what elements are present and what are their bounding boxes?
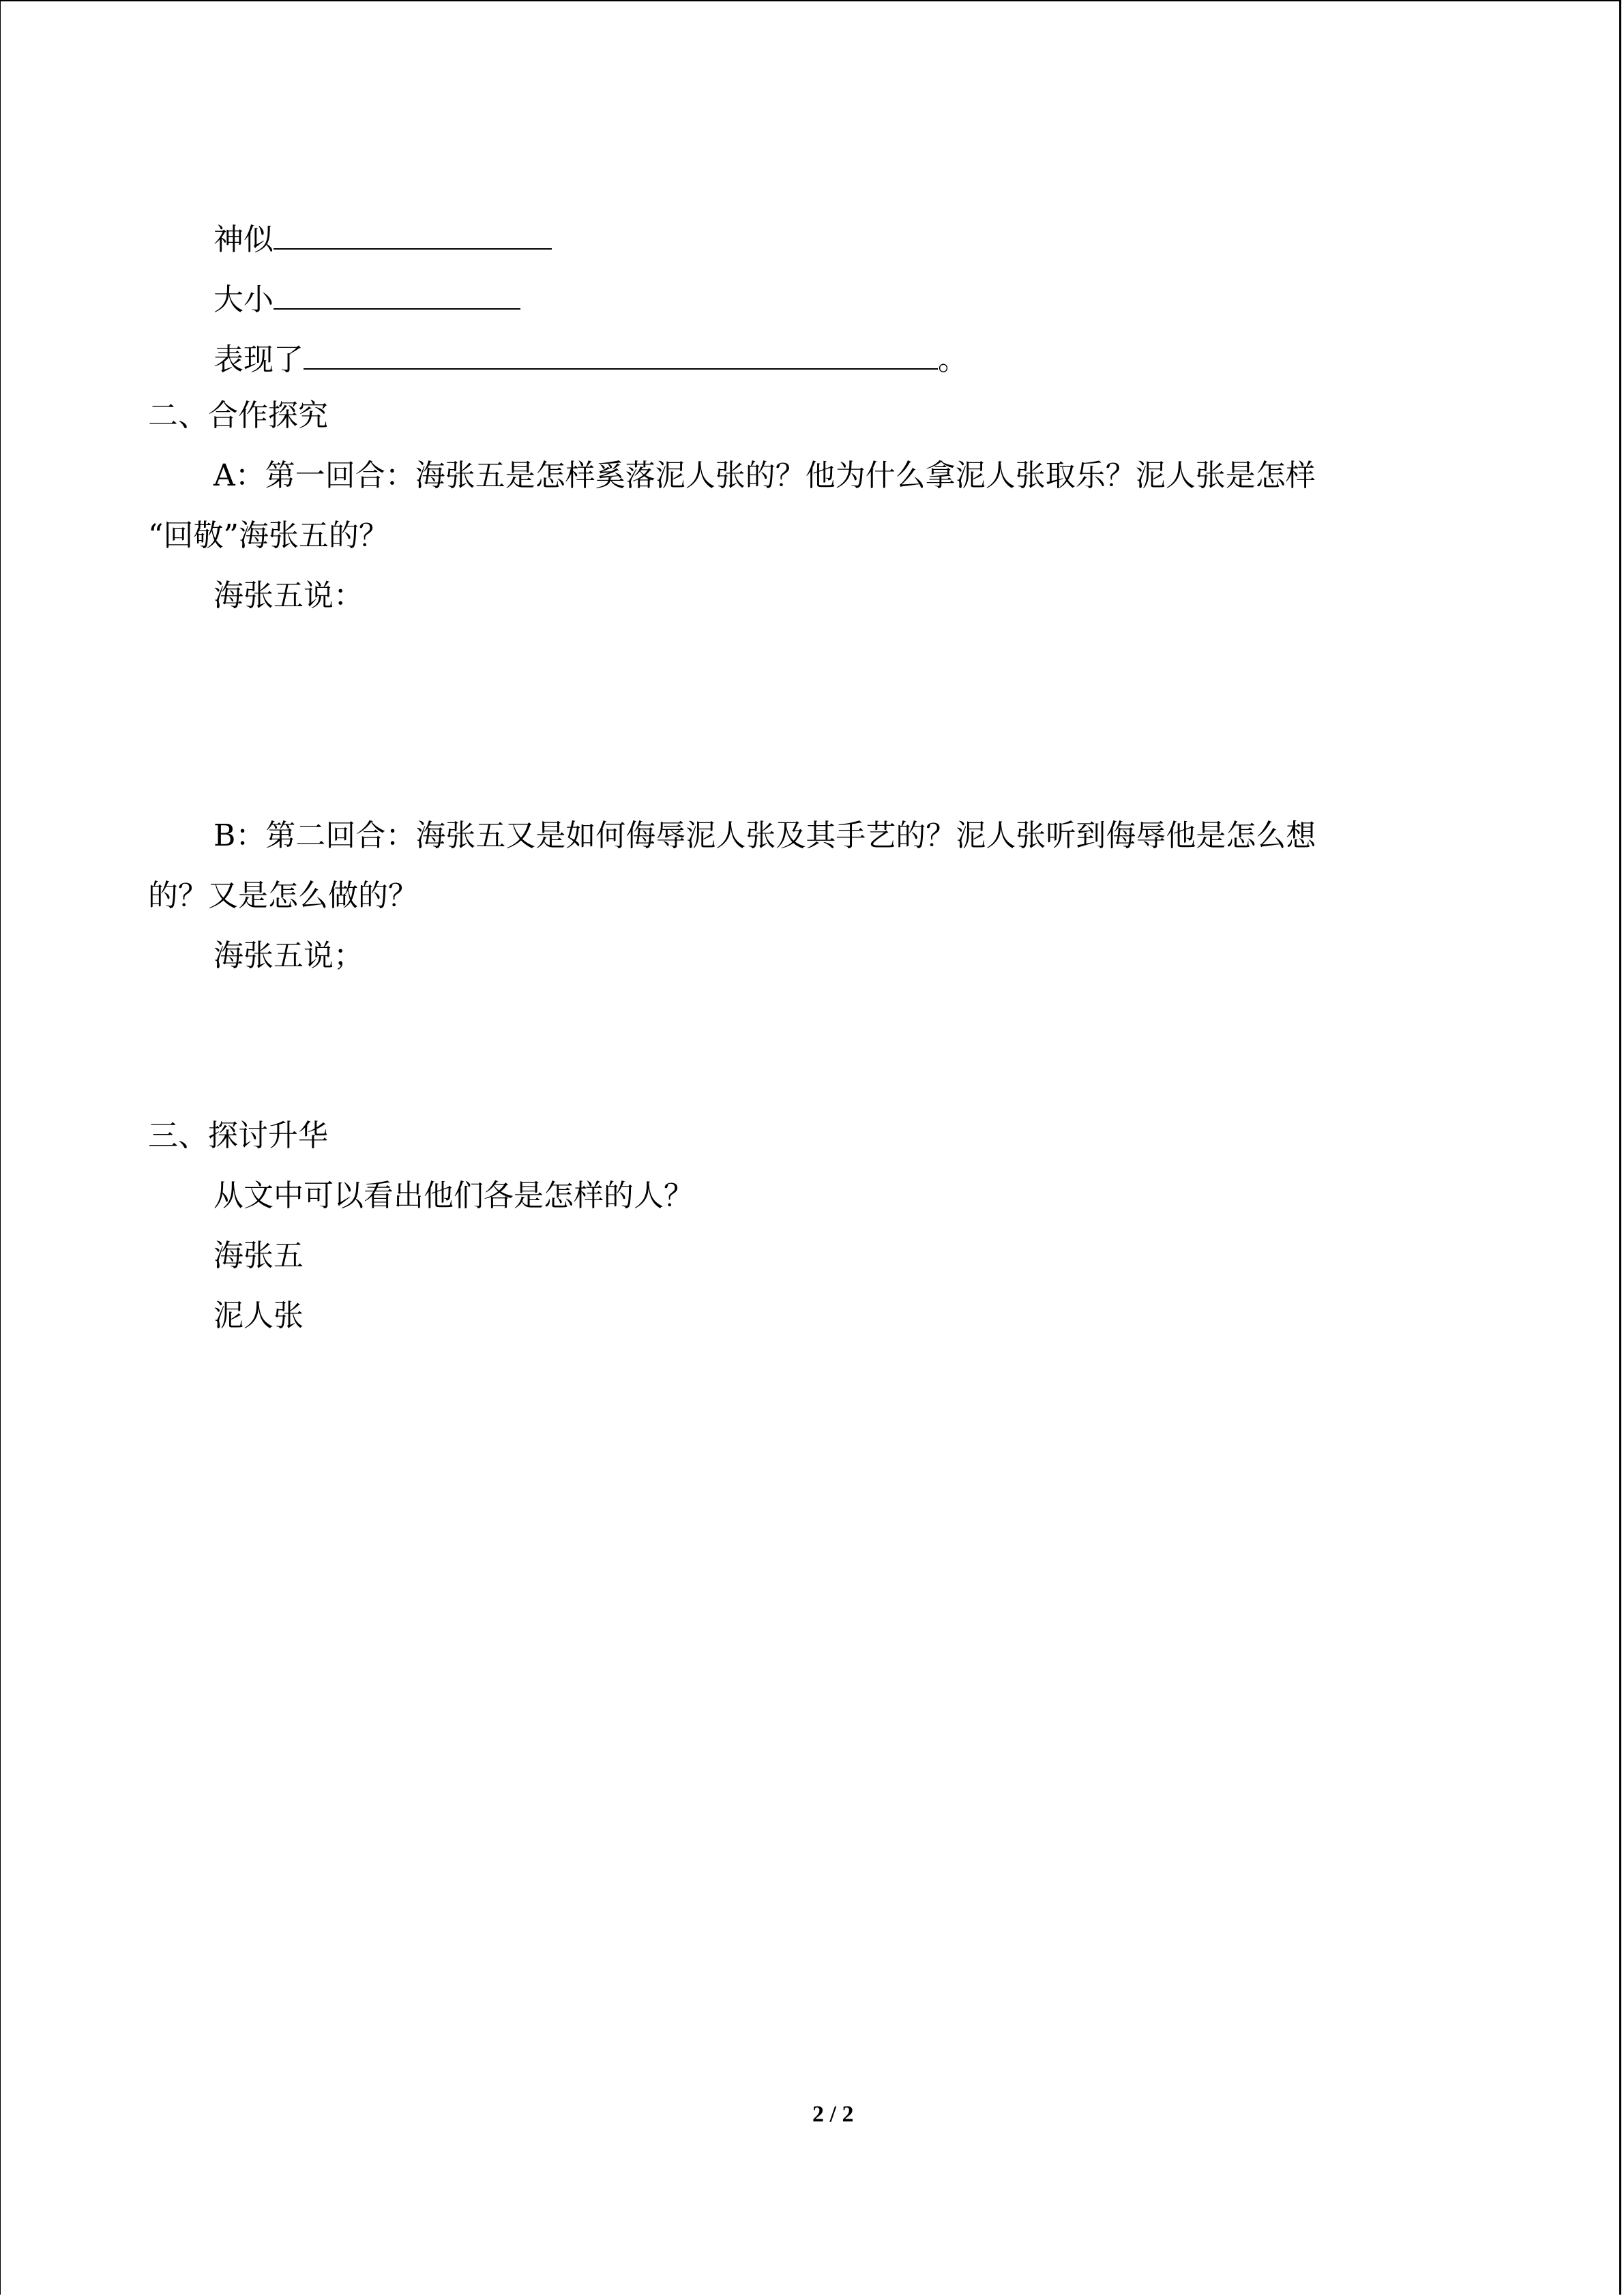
blank-biaoxian[interactable] [304,341,938,370]
question-character: 从文中可以看出他们各是怎样的人？ [213,1178,694,1213]
answer-label-a: 海张五说： [213,578,364,613]
question-b-line1: B：第二回合：海张五又是如何侮辱泥人张及其手艺的？泥人张听到侮辱他是怎么想 [213,818,1316,853]
person-hai-zhangwu: 海张五 [213,1238,304,1273]
page-number: 2 / 2 [812,2102,854,2127]
section-heading-discussion: 三、探讨升华 [148,1118,328,1153]
label-biaoxian: 表现了 [213,342,304,377]
period-mark: 。 [938,342,968,377]
question-a-line2: “回敬”海张五的？ [148,518,389,553]
fill-line-shensi [213,221,552,255]
blank-shensi[interactable] [274,221,552,250]
fill-line-biaoxian [213,341,968,375]
answer-label-b: 海张五说； [213,938,364,973]
fill-line-daxiao [213,281,520,315]
person-ni-renzhang: 泥人张 [213,1298,304,1333]
label-daxiao: 大小 [213,282,274,317]
section-heading-cooperation: 二、合作探究 [148,398,328,433]
question-a-line1: A：第一回合：海张五是怎样奚落泥人张的？他为什么拿泥人张取乐？泥人张是怎样 [213,458,1316,493]
label-shensi: 神似 [213,222,274,257]
blank-daxiao[interactable] [274,281,520,310]
question-b-line2: 的？又是怎么做的？ [148,878,418,913]
